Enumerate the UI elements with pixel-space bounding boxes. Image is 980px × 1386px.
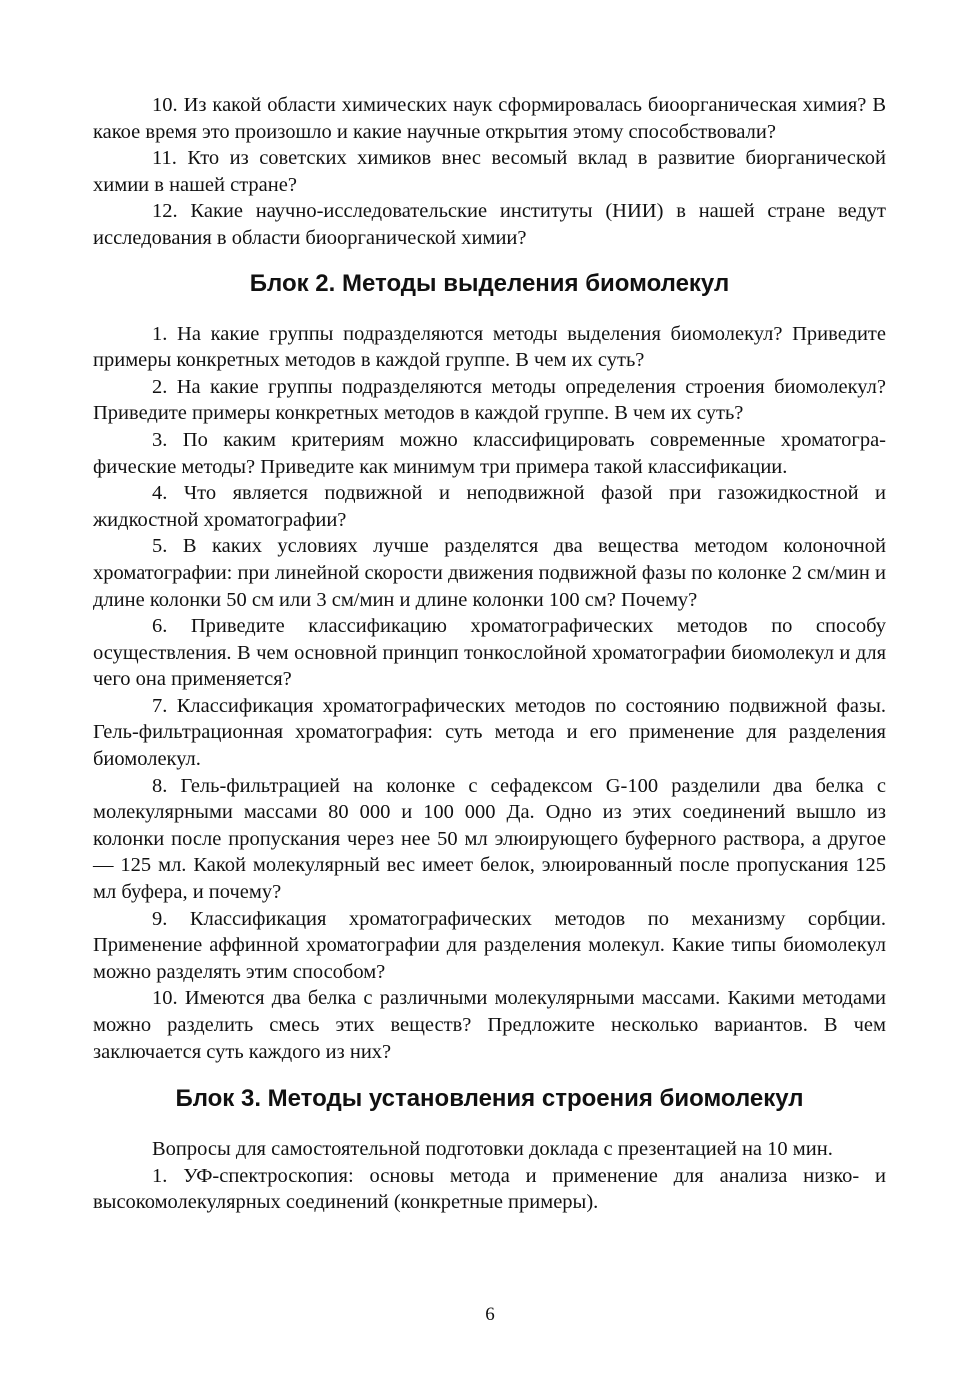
question-paragraph: 6. Приведите классификацию хроматографических методов по способу осуществления. В чем основной принцип тонкослойной хроматографии биомолекул и для чего она применяется? (93, 615, 886, 691)
question-paragraph: 2. На какие группы подразделяются методы определения строения биомолекул? Приведите примеры конкретных методов в каждой группе. В чем их суть? (93, 375, 886, 425)
question-paragraph: 1. УФ-спектроскопия: основы метода и применение для анализа низко- и высокомолекулярных соединений (конкретные примеры). (93, 1164, 886, 1214)
question-paragraph: 11. Кто из советских химиков внес весомый вклад в развитие биорганической химии в нашей стране? (93, 147, 886, 196)
block2-heading: Блок 2. Методы выделения биомолекул (249, 269, 730, 297)
page-number: 6 (485, 1304, 495, 1325)
block3-heading: Блок 3. Методы установления строения биомолекул (175, 1085, 804, 1113)
question-paragraph: 3. По каким критериям можно классифицировать современные хроматографические методы? Приведите как минимум три примера такой классификации. (93, 428, 886, 478)
question-paragraph: 10. Из какой области химических наук сформировалась биоорганическая химия? В какое время это произошло и какие научные открытия этому способствовали? (93, 94, 886, 143)
question-paragraph: 12. Какие научно-исследовательские институты (НИИ) в нашей стране ведут исследования в области биоорганической химии? (93, 200, 886, 249)
question-paragraph: 7. Классификация хроматографических методов по состоянию подвижной фазы. Гель-фильтрационная хроматография: суть метода и его применение для разделения биомолекул. (93, 694, 886, 771)
block2-questions (93, 321, 886, 1066)
intro-questions (93, 92, 886, 252)
question-paragraph: 9. Классификация хроматографических методов по механизму сорбции. Применение аффинной хроматографии для разделения молекул. Какие типы биомолекул можно разделять этим способом? (93, 907, 886, 983)
question-paragraph: 4. Что является подвижной и неподвижной фазой при газожидкостной и жидкостной хроматографии? (93, 482, 886, 531)
question-paragraph: 10. Имеются два белка с различными молекулярными массами. Какими методами можно разделить смесь этих веществ? Предложите несколько вариантов. В чем заключается суть каждого из них? (93, 987, 886, 1063)
question-paragraph: 5. В каких условиях лучше разделятся два вещества методом колоночной хроматографии: при линейной скорости движения подвижной фазы по колонке 2 см/мин и длине колонки 50 см или 3 см/мин и длине колонки 100 см? Почему? (93, 535, 886, 611)
question-paragraph: 1. На какие группы подразделяются методы выделения биомолекул? Приведите примеры конкретных методов в каждой группе. В чем их суть? (93, 322, 886, 372)
document-page (93, 92, 886, 1216)
block3-intro: Вопросы для самостоятельной подготовки доклада с презентацией на 10 мин. (152, 1138, 833, 1161)
question-paragraph: 8. Гель-фильтрацией на колонке с сефадексом G-100 разделили два белка с молекулярными массами 80 000 и 100 000 Да. Одно из этих соединений вышло из колонки после пропускания через нее 50 мл элюирующего буферного раствора, а другое — 125 мл. Какой молекулярный вес имеет белок, элюированный после пропускания 125 мл буфера, и почему? (93, 774, 886, 904)
block3-content (93, 1136, 886, 1216)
